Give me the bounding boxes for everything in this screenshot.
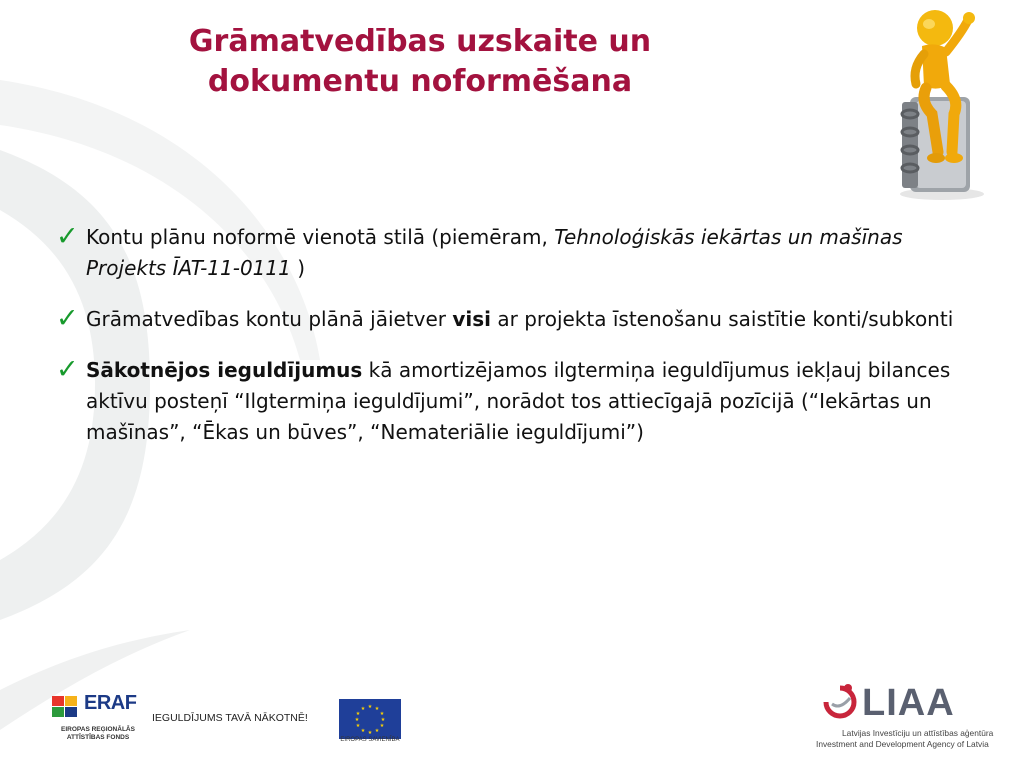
slide-title: Grāmatvedības uzskaite un dokumentu noformēšana xyxy=(188,24,652,99)
svg-text:★: ★ xyxy=(379,711,385,717)
figure-on-notebook-icon xyxy=(880,2,1010,202)
check-icon: ✓ xyxy=(56,354,79,385)
bullet-text-part-italic: Tehnoloģiskās iekārtas un mašīnas Projekts ĪAT-11-0111 xyxy=(86,225,903,280)
liaa-subtitle-en: Investment and Development Agency of Latvia xyxy=(816,739,989,749)
eraf-logo xyxy=(52,692,144,747)
bullet-text-part: kā amortizējamos ilgtermiņa ieguldījumus iekļauj bilances aktīvu posteņī “Ilgtermiņa ieguldījumi”, norādot tos attiecīgajā pozīcijā (“Iekārtas un mašīnas”, “Ēkas un būves”, “Nemateriālie ieguldījumi”) xyxy=(86,358,951,444)
eu-caption: EIROPAS SAVIENĪBA xyxy=(340,737,400,743)
bullet-text xyxy=(86,355,976,448)
svg-text:★: ★ xyxy=(360,706,366,712)
bullet-text-part: Grāmatvedības kontu plānā jāietver xyxy=(86,307,453,331)
footer-logos xyxy=(0,670,1024,768)
svg-text:★: ★ xyxy=(355,711,361,717)
bullet-text-part: ar projekta īstenošanu saistītie konti/subkonti xyxy=(491,307,954,331)
liaa-emblem-icon xyxy=(818,680,862,724)
liaa-name: LIAA xyxy=(862,682,955,724)
svg-text:★: ★ xyxy=(374,706,380,712)
eu-flag-icon xyxy=(339,697,401,741)
bullet-item xyxy=(56,304,976,335)
bullet-text xyxy=(86,222,976,284)
slogan: IEGULDĪJUMS TAVĀ NĀKOTNĒ! xyxy=(152,712,308,724)
liaa-logo xyxy=(814,680,1004,760)
bullet-list xyxy=(56,222,976,468)
bullet-item xyxy=(56,222,976,284)
bullet-text-part-bold: Sākotnējos ieguldījumus xyxy=(86,358,363,382)
check-icon: ✓ xyxy=(56,303,79,334)
eraf-name: ERAF xyxy=(84,692,137,714)
svg-text:★: ★ xyxy=(367,730,373,736)
bullet-text xyxy=(86,304,953,335)
svg-text:★: ★ xyxy=(367,704,373,710)
bullet-item xyxy=(56,355,976,448)
svg-text:★: ★ xyxy=(354,717,360,723)
bullet-text-part-bold: visi xyxy=(452,307,492,331)
bullet-text-part: Kontu plānu noformē vienotā stilā (piemēram, xyxy=(86,225,555,249)
svg-text:★: ★ xyxy=(374,728,380,734)
bullet-text-part: ) xyxy=(290,256,306,280)
eraf-emblem-icon xyxy=(52,692,82,722)
svg-text:★: ★ xyxy=(360,728,366,734)
svg-text:★: ★ xyxy=(355,723,361,729)
eraf-subtitle: EIROPAS REĢIONĀLĀS ATTĪSTĪBAS FONDS xyxy=(61,726,135,741)
check-icon: ✓ xyxy=(56,221,79,252)
svg-text:★: ★ xyxy=(379,723,385,729)
liaa-subtitle-lv: Latvijas Investīciju un attīstības aģentūra xyxy=(842,728,994,738)
svg-text:★: ★ xyxy=(380,717,386,723)
